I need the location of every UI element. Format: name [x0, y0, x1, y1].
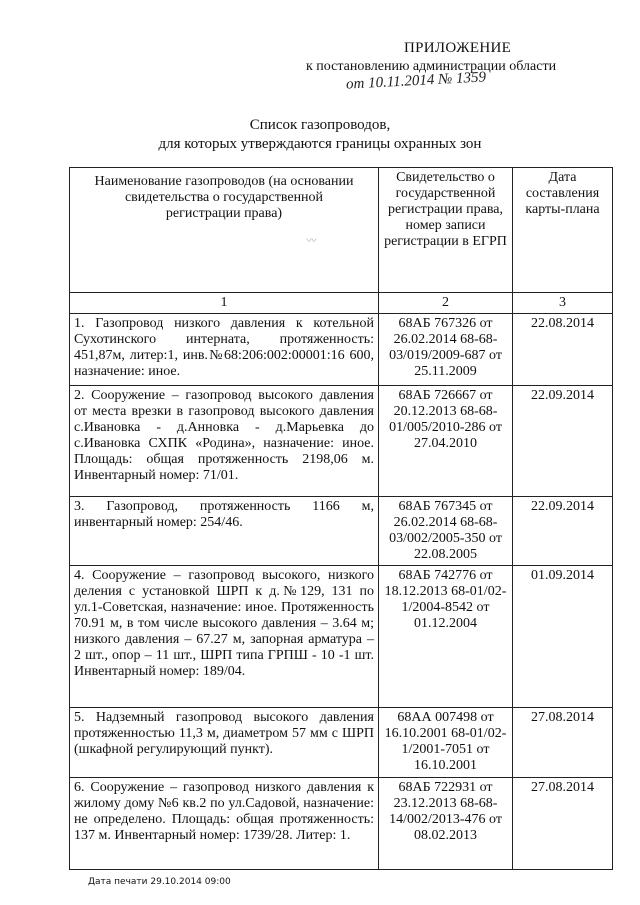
map-date: 22.09.2014	[513, 497, 613, 566]
column-number-row	[70, 293, 613, 314]
header-name: Наименование газопроводов (на основании свидетельства о государственной регистрации права) 〰	[70, 168, 379, 293]
column-number: 3	[513, 293, 613, 314]
pipeline-name: 2. Сооружение – газопровод высокого давления от места врезки в газопровод высокого давления с.Ивановка - д.Анновка - д.Марьевка до с.Ивановка СХПК «Родина», назначение: иное. Площадь: общая протяженность 2198,06 м. Инвентарный номер: 71/01.	[70, 386, 379, 497]
map-date: 27.08.2014	[513, 708, 613, 778]
header-certificate: Свидетельство о государственной регистрации права, номер записи регистрации в ЕГРП	[379, 168, 513, 293]
column-number: 2	[379, 293, 513, 314]
document-title: Список газопроводов,	[249, 117, 391, 133]
print-date: Дата печати 29.10.2014 09:00	[88, 877, 231, 887]
pen-mark-icon: 〰	[306, 236, 317, 247]
map-date: 22.09.2014	[513, 386, 613, 497]
map-date: 01.09.2014	[513, 566, 613, 708]
table-header-row	[70, 168, 613, 293]
registration-certificate: 68АБ 722931 от 23.12.2013 68-68-14/002/2013-476 от 08.02.2013	[379, 778, 513, 870]
pipeline-name: 3. Газопровод, протяженность 1166 м, инвентарный номер: 254/46.	[70, 497, 379, 566]
table-row	[70, 386, 613, 497]
table-row	[70, 708, 613, 778]
document-subtitle: для которых утверждаются границы охранных зон	[158, 136, 482, 152]
pipeline-name: 1. Газопровод низкого давления к котельной Сухотинского интерната, протяженность: 451,87м, литер:1, инв.№68:206:002:00001:16 600, назначение: иное.	[70, 314, 379, 386]
table-row	[70, 778, 613, 870]
pipeline-name: 6. Сооружение – газопровод низкого давления к жилому дому №6 кв.2 по ул.Садовой, назначение: не определено. Площадь: общая протяженность: 137 м. Инвентарный номер: 1739/28. Литер: 1.	[70, 778, 379, 870]
table-row	[70, 314, 613, 386]
registration-certificate: 68АБ 767345 от 26.02.2014 68-68-03/002/2005-350 от 22.08.2005	[379, 497, 513, 566]
pipeline-name: 5. Надземный газопровод высокого давления протяженностью 11,3 м, диаметром 57 мм с ШРП (шкафной регулирующий пункт).	[70, 708, 379, 778]
map-date: 27.08.2014	[513, 778, 613, 870]
map-date: 22.08.2014	[513, 314, 613, 386]
registration-certificate: 68АБ 742776 от 18.12.2013 68-01/02-1/2004-8542 от 01.12.2004	[379, 566, 513, 708]
gas-pipelines-table	[69, 167, 613, 870]
registration-certificate: 68АБ 726667 от 20.12.2013 68-68-01/005/2010-286 от 27.04.2010	[379, 386, 513, 497]
decree-reference: к постановлению администрации области	[306, 59, 557, 74]
registration-certificate: 68АБ 767326 от 26.02.2014 68-68-03/019/2009-687 от 25.11.2009	[379, 314, 513, 386]
appendix-heading: ПРИЛОЖЕНИЕ	[404, 40, 512, 56]
handwritten-decree-number: от 10.11.2014 № 1359	[345, 69, 487, 93]
registration-certificate: 68АА 007498 от 16.10.2001 68-01/02-1/2001-7051 от 16.10.2001	[379, 708, 513, 778]
table-row	[70, 566, 613, 708]
pipeline-name: 4. Сооружение – газопровод высокого, низкого деления с установкой ШРП к д.№129, 131 по ул.1-Советская, назначение: иное. Протяженность 70.91 м, в том числе высокого давления – 3.64 м; низкого давления – 67.27 м, запорная арматура – 2 шт., опор – 11 шт., ШРП типа ГРПШ - 10 -1 шт. Инвентарный номер: 189/04.	[70, 566, 379, 708]
header-date: Дата составления карты-плана	[513, 168, 613, 293]
table-row	[70, 497, 613, 566]
column-number: 1	[70, 293, 379, 314]
